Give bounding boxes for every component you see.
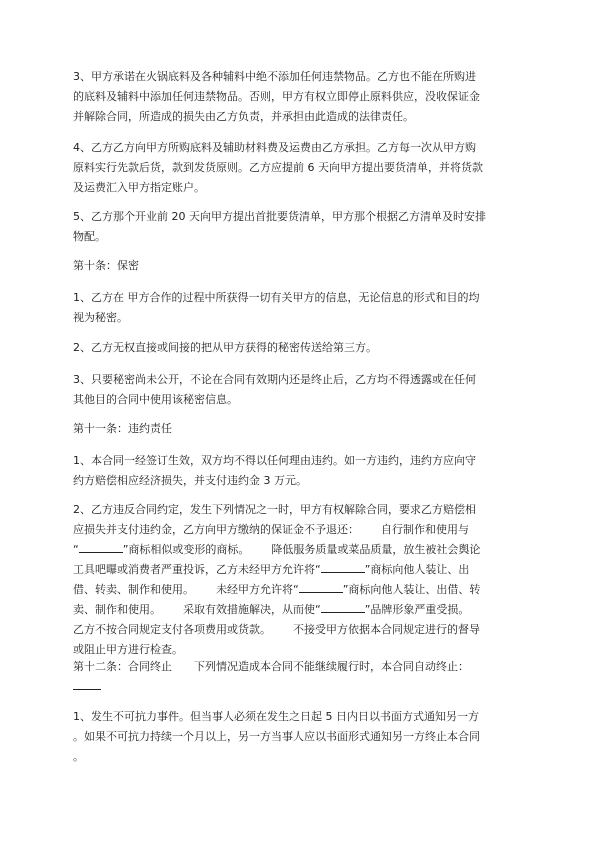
dash-line bbox=[73, 679, 101, 690]
clause-12-heading: 第十二条：合同终止 下列情况造成本合同不能继续履行时，本合同自动终止： bbox=[73, 657, 523, 697]
clause-11-item-1: 1、本合同一经签订生效，双方均不得以任何理由违约。如一方违约，违约方应向守 约方赔偿相应经济损失，并支付违约金 3 万元。 bbox=[73, 454, 476, 487]
clause-10-item-3: 3、只要秘密尚未公开，不论在合同有效期内还是终止后，乙方均不得透露或在任何 其他目的合同中使用该秘密信息。 bbox=[73, 373, 476, 406]
clause-10-heading: 第十条：保密 bbox=[73, 259, 139, 272]
trademark-blank bbox=[321, 560, 365, 573]
clause-9-item-5: 5、乙方那个开业前 20 天向甲方提出首批要货清单，甲方那个根据乙方清单及时安排 物配。 bbox=[73, 210, 486, 243]
clause-11-item-2: 2、乙方违反合同约定，发生下列情况之一时，甲方有权解除合同，要求乙方赔偿相 应损失并支付违约金，乙方向甲方缴纳的保证金不予退还： 自行制作和使用与 “ ”商标相似或变形的商标。 降低服务质量或菜品质量，放生被社会舆论 工具吧曝或消费者严重投诉，乙方未经甲方允许将“ ”商标向他人装让、出 借、转卖、制作和使用。 未经甲方允许将“ ”商标向他人装让、出借、转 卖、制作和使用。 采取有效措施解决，从而使“ ”品牌形象严重受损。 乙方不按合同规定支付各项费用或货款。 不接受甲方依据本合同规定进行的督导 或阻止甲方进行检查。 bbox=[73, 503, 481, 656]
trademark-blank bbox=[299, 580, 343, 593]
clause-12-item-1: 1、发生不可抗力事件。但当事人必须在发生之日起 5 日内日以书面方式通知另一方 。如果不可抗力持续一个月以上，另一方当事人应以书面形式通知另一方终止本合同 。 bbox=[73, 710, 480, 763]
brand-blank bbox=[321, 600, 365, 613]
clause-10-item-2: 2、乙方无权直接或间接的把从甲方获得的秘密传送给第三方。 bbox=[73, 341, 377, 354]
clause-11-heading: 第十一条：违约责任 bbox=[73, 422, 172, 435]
trademark-blank bbox=[79, 540, 123, 553]
clause-9-item-3: 3、甲方承诺在火锅底料及各种辅料中绝不添加任何违禁物品。乙方也不能在所购进 的底料及辅料中添加任何违禁物品。否则，甲方有权立即停止原料供应，没收保证金 并解除合同，所造成的损失由乙方负责，并承担由此造成的法律责任。 bbox=[73, 70, 480, 123]
clause-10-item-1: 1、乙方在 甲方合作的过程中所获得一切有关甲方的信息，无论信息的形式和目的均 视为秘密。 bbox=[73, 291, 480, 324]
clause-9-item-4: 4、乙方乙方向甲方所购底料及辅助材料费及运费由乙方承担。乙方每一次从甲方购 原料实行先款后货，款到发货原则。乙方应提前 6 天向甲方提出要货清单，并将货款 及运费汇入甲方指定账户。 bbox=[73, 141, 483, 194]
